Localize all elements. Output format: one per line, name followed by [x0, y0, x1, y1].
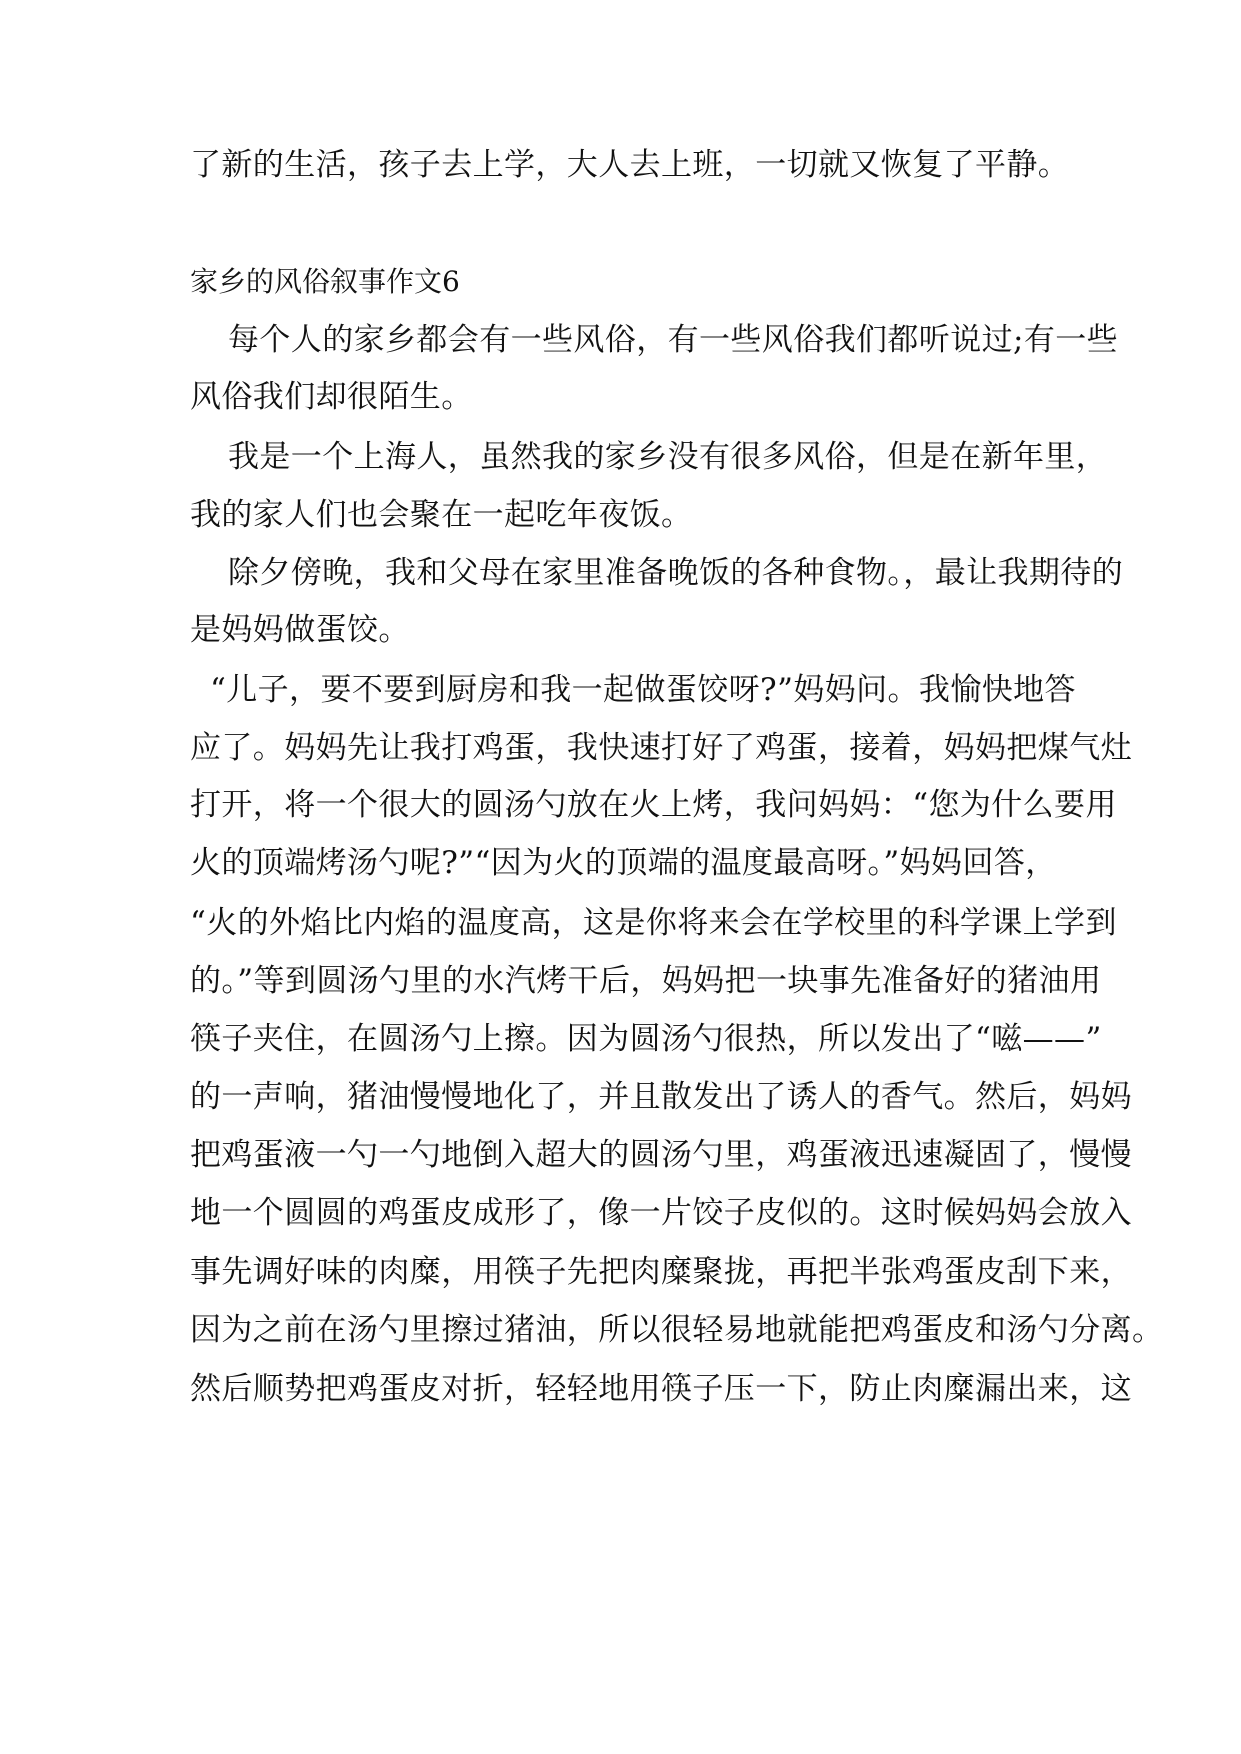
paragraph-line: 风俗我们却很陌生。: [190, 379, 473, 415]
paragraph-line: 除夕傍晚，我和父母在家里准备晚饭的各种食物。，最让我期待的: [228, 555, 1124, 591]
paragraph-line: 的。”等到圆汤勺里的水汽烤干后，妈妈把一块事先准备好的猪油用: [190, 963, 1102, 999]
paragraph-line: 每个人的家乡都会有一些风俗，有一些风俗我们都听说过;有一些: [228, 322, 1119, 358]
section-title: 家乡的风俗叙事作文6: [190, 265, 460, 298]
paragraph-line: 筷子夹住，在圆汤勺上擦。因为圆汤勺很热，所以发出了“嗞——”: [190, 1021, 1102, 1057]
paragraph-line: 然后顺势把鸡蛋皮对折，轻轻地用筷子压一下，防止肉糜漏出来，这: [190, 1371, 1132, 1407]
paragraph-line: 应了。妈妈先让我打鸡蛋，我快速打好了鸡蛋，接着，妈妈把煤气灶: [190, 730, 1132, 766]
paragraph-line: 是妈妈做蛋饺。: [190, 612, 410, 648]
paragraph-line: 火的顶端烤汤勺呢?”“因为火的顶端的温度最高呀。”妈妈回答，: [190, 845, 1057, 881]
paragraph-line: 的一声响，猪油慢慢地化了，并且散发出了诱人的香气。然后，妈妈: [190, 1079, 1132, 1115]
paragraph-line: 因为之前在汤勺里擦过猪油，所以很轻易地就能把鸡蛋皮和汤勺分离。: [190, 1312, 1164, 1348]
paragraph-line: 我是一个上海人，虽然我的家乡没有很多风俗，但是在新年里，: [228, 439, 1108, 475]
paragraph-line: 把鸡蛋液一勺一勺地倒入超大的圆汤勺里，鸡蛋液迅速凝固了，慢慢: [190, 1137, 1132, 1173]
paragraph-line: “儿子，要不要到厨房和我一起做蛋饺呀?”妈妈问。我愉快地答: [210, 672, 1076, 708]
paragraph-line: “火的外焰比内焰的温度高，这是你将来会在学校里的科学课上学到: [190, 905, 1117, 941]
paragraph-line: 打开，将一个很大的圆汤勺放在火上烤，我问妈妈：“您为什么要用: [190, 787, 1117, 823]
paragraph-line: 地一个圆圆的鸡蛋皮成形了，像一片饺子皮似的。这时候妈妈会放入: [190, 1195, 1132, 1231]
paragraph-line: 了新的生活，孩子去上学，大人去上班，一切就又恢复了平静。: [190, 147, 1070, 183]
paragraph-line: 我的家人们也会聚在一起吃年夜饭。: [190, 497, 693, 533]
paragraph-line: 事先调好味的肉糜，用筷子先把肉糜聚拢，再把半张鸡蛋皮刮下来，: [190, 1254, 1132, 1290]
